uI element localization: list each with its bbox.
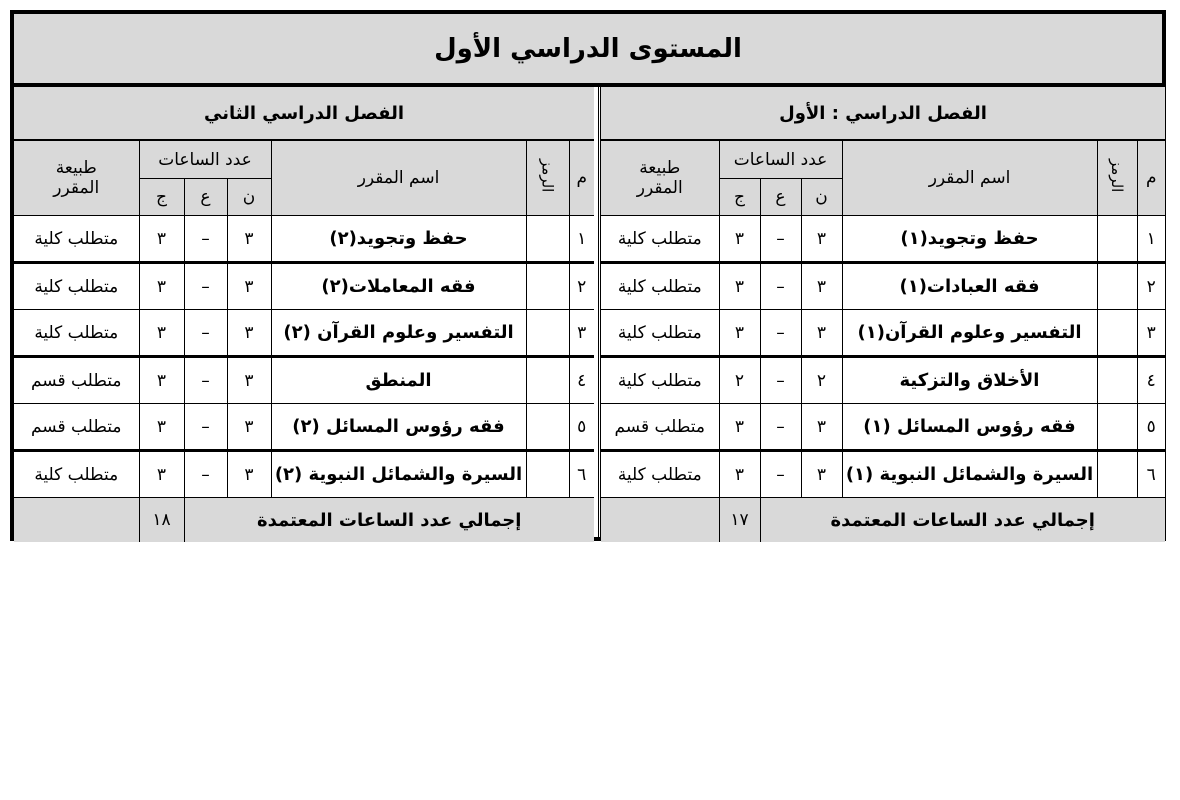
total-value: ١٧ [719, 498, 760, 543]
row-hours-a: – [760, 451, 801, 498]
header-hours-a: ع [760, 179, 801, 216]
header-hours: عدد الساعات [719, 140, 842, 179]
row-code [1097, 404, 1137, 451]
row-hours-a: – [184, 263, 227, 310]
row-hours-a: – [184, 404, 227, 451]
row-code [1097, 357, 1137, 404]
row-nature: متطلب كلية [14, 216, 139, 263]
row-course-name: السيرة والشمائل النبوية (٢) [271, 451, 526, 498]
total-value: ١٨ [139, 498, 184, 543]
row-hours-n: ٣ [227, 404, 271, 451]
header-nature: طبيعة المقرر [601, 140, 719, 216]
table-row [14, 216, 594, 263]
row-nature: متطلب كلية [601, 263, 719, 310]
row-hours-j: ٣ [719, 404, 760, 451]
row-nature: متطلب قسم [14, 357, 139, 404]
row-no: ٥ [569, 404, 594, 451]
header-hours: عدد الساعات [139, 140, 271, 179]
row-course-name: حفظ وتجويد(١) [842, 216, 1097, 263]
row-code [526, 451, 569, 498]
table-row [14, 263, 594, 310]
row-no: ٦ [1137, 451, 1165, 498]
row-hours-n: ٣ [801, 451, 842, 498]
row-nature: متطلب كلية [601, 357, 719, 404]
row-code [526, 310, 569, 357]
row-nature: متطلب كلية [601, 451, 719, 498]
row-hours-j: ٣ [719, 310, 760, 357]
row-hours-n: ٣ [227, 263, 271, 310]
header-no: م [1137, 140, 1165, 216]
row-course-name: فقه المعاملات(٢) [271, 263, 526, 310]
row-no: ٣ [1137, 310, 1165, 357]
row-nature: متطلب كلية [14, 263, 139, 310]
header-hours-j: ج [139, 179, 184, 216]
row-code [526, 216, 569, 263]
semester-2-table [14, 87, 594, 537]
row-hours-j: ٣ [719, 263, 760, 310]
semester-title: الفصل الدراسي الثاني [14, 87, 594, 140]
row-course-name: المنطق [271, 357, 526, 404]
row-nature: متطلب كلية [14, 310, 139, 357]
row-course-name: السيرة والشمائل النبوية (١) [842, 451, 1097, 498]
row-hours-j: ٣ [139, 404, 184, 451]
row-hours-a: – [184, 451, 227, 498]
header-course-name: اسم المقرر [842, 140, 1097, 216]
row-no: ٢ [569, 263, 594, 310]
table-row [14, 404, 594, 451]
row-code [526, 357, 569, 404]
row-no: ٥ [1137, 404, 1165, 451]
total-row [601, 498, 1165, 543]
header-hours-a: ع [184, 179, 227, 216]
level-title: المستوى الدراسي الأول [14, 14, 1162, 87]
row-course-name: الأخلاق والتزكية [842, 357, 1097, 404]
header-nature: طبيعة المقرر [14, 140, 139, 216]
header-code: الرمز [526, 140, 569, 216]
row-hours-j: ٣ [139, 310, 184, 357]
row-hours-n: ٣ [227, 357, 271, 404]
row-hours-n: ٣ [801, 404, 842, 451]
row-hours-a: – [760, 263, 801, 310]
row-code [1097, 216, 1137, 263]
row-nature: متطلب قسم [601, 404, 719, 451]
row-hours-a: – [760, 404, 801, 451]
header-course-name: اسم المقرر [271, 140, 526, 216]
table-row [601, 310, 1165, 357]
row-code [1097, 263, 1137, 310]
header-hours-n: ن [227, 179, 271, 216]
row-no: ١ [1137, 216, 1165, 263]
header-hours-j: ج [719, 179, 760, 216]
row-hours-n: ٣ [227, 451, 271, 498]
row-code [1097, 310, 1137, 357]
row-nature: متطلب قسم [14, 404, 139, 451]
row-code [526, 404, 569, 451]
row-course-name: التفسير وعلوم القرآن(١) [842, 310, 1097, 357]
row-hours-a: – [184, 357, 227, 404]
row-hours-a: – [760, 216, 801, 263]
total-empty [14, 498, 139, 543]
row-hours-a: – [760, 310, 801, 357]
row-no: ٤ [1137, 357, 1165, 404]
total-row [14, 498, 594, 543]
row-no: ٤ [569, 357, 594, 404]
row-course-name: حفظ وتجويد(٢) [271, 216, 526, 263]
table-row [14, 310, 594, 357]
row-course-name: فقه رؤوس المسائل (٢) [271, 404, 526, 451]
row-hours-j: ٣ [719, 216, 760, 263]
row-hours-j: ٣ [139, 216, 184, 263]
row-hours-n: ٣ [801, 263, 842, 310]
row-course-name: التفسير وعلوم القرآن (٢) [271, 310, 526, 357]
row-hours-n: ٣ [801, 216, 842, 263]
semester-title: الفصل الدراسي : الأول [601, 87, 1165, 140]
row-hours-a: – [760, 357, 801, 404]
row-hours-n: ٣ [227, 310, 271, 357]
header-no: م [569, 140, 594, 216]
row-hours-j: ٣ [139, 263, 184, 310]
row-hours-j: ٣ [139, 357, 184, 404]
row-nature: متطلب كلية [601, 310, 719, 357]
row-hours-a: – [184, 310, 227, 357]
row-nature: متطلب كلية [14, 451, 139, 498]
row-no: ١ [569, 216, 594, 263]
row-hours-j: ٢ [719, 357, 760, 404]
total-label: إجمالي عدد الساعات المعتمدة [184, 498, 594, 543]
table-row [601, 451, 1165, 498]
row-code [526, 263, 569, 310]
row-no: ٣ [569, 310, 594, 357]
row-hours-a: – [184, 216, 227, 263]
table-row [601, 216, 1165, 263]
table-row [601, 263, 1165, 310]
row-no: ٢ [1137, 263, 1165, 310]
table-row [14, 451, 594, 498]
total-empty [601, 498, 719, 543]
table-row [601, 357, 1165, 404]
row-course-name: فقه رؤوس المسائل (١) [842, 404, 1097, 451]
header-hours-n: ن [801, 179, 842, 216]
row-hours-n: ٣ [801, 310, 842, 357]
semester-1-table [598, 87, 1165, 537]
table-row [601, 404, 1165, 451]
total-label: إجمالي عدد الساعات المعتمدة [760, 498, 1165, 543]
header-code: الرمز [1097, 140, 1137, 216]
row-course-name: فقه العبادات(١) [842, 263, 1097, 310]
row-code [1097, 451, 1137, 498]
row-hours-j: ٣ [719, 451, 760, 498]
table-row [14, 357, 594, 404]
row-hours-n: ٣ [227, 216, 271, 263]
row-nature: متطلب كلية [601, 216, 719, 263]
row-hours-j: ٣ [139, 451, 184, 498]
row-no: ٦ [569, 451, 594, 498]
row-hours-n: ٢ [801, 357, 842, 404]
study-plan-table [10, 10, 1166, 541]
